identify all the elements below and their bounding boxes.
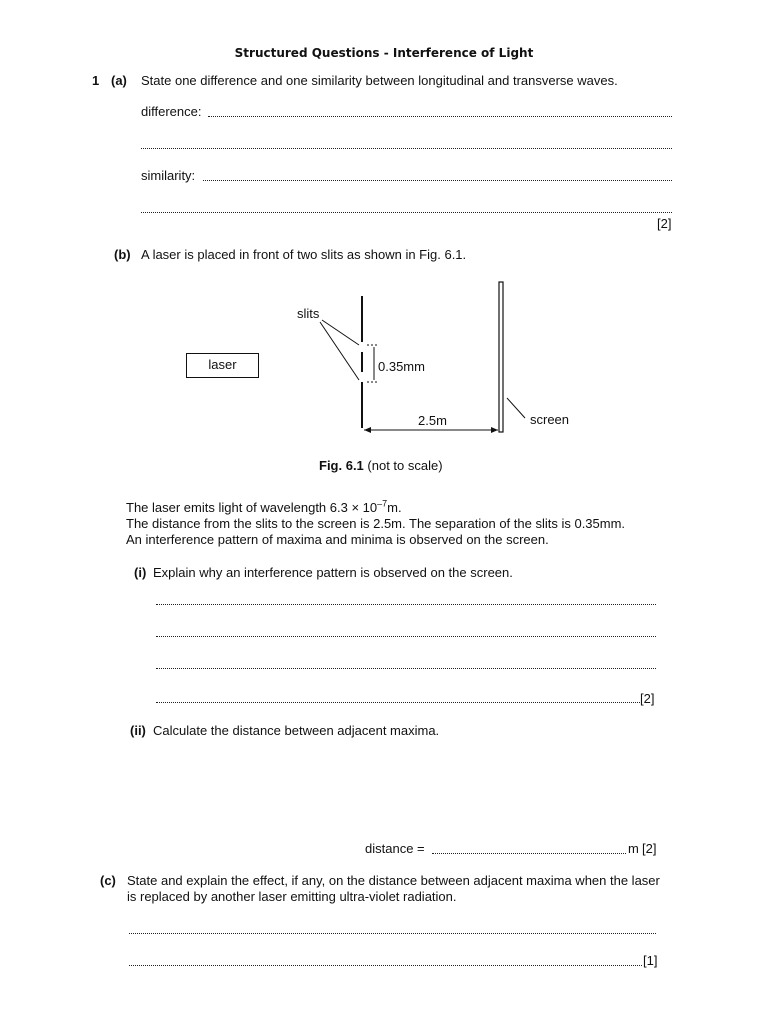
figure-caption xyxy=(319,458,443,474)
slit-leader-line xyxy=(320,322,359,380)
part-b-i-question: Explain why an interference pattern is observed on the screen. xyxy=(153,565,513,580)
part-c-label: (c) xyxy=(100,873,116,888)
answer-line[interactable] xyxy=(129,965,642,966)
marks-label: [2] xyxy=(657,216,672,231)
distance-answer-line[interactable] xyxy=(432,853,626,854)
distance-answer-label: distance = xyxy=(365,841,425,856)
answer-line[interactable] xyxy=(208,116,672,117)
laser-box xyxy=(186,353,259,378)
part-c-question-line-1: State and explain the effect, if any, on the distance between adjacent maxima when the laser xyxy=(127,873,660,888)
answer-line[interactable] xyxy=(203,180,672,181)
marks-label: [2] xyxy=(640,691,655,706)
part-c-question-line-2: is replaced by another laser emitting ultra-violet radiation. xyxy=(127,889,457,904)
part-b-question: A laser is placed in front of two slits as shown in Fig. 6.1. xyxy=(141,247,467,262)
screen-label: screen xyxy=(530,412,570,427)
answer-line[interactable] xyxy=(141,212,672,213)
distance-answer-unit: m xyxy=(628,841,639,856)
marks-label: [2] xyxy=(642,841,657,856)
part-a-label: (a) xyxy=(111,73,127,88)
part-b-label: (b) xyxy=(114,247,131,262)
info-line-3: An interference pattern of maxima and minima is observed on the screen. xyxy=(126,532,549,547)
part-b-i-label: (i) xyxy=(134,565,147,580)
marks-label: [1] xyxy=(643,953,658,968)
figure-caption-bold: Fig. 6.1 xyxy=(319,458,364,473)
part-b-ii-question: Calculate the distance between adjacent maxima. xyxy=(153,723,440,738)
difference-label: difference: xyxy=(141,104,202,119)
distance-label: 2.5m xyxy=(418,413,447,428)
part-b-ii-label: (ii) xyxy=(130,723,146,738)
info-line-1-unit: m. xyxy=(387,500,402,515)
part-a-question: State one difference and one similarity between longitudinal and transverse waves. xyxy=(141,73,618,88)
answer-line[interactable] xyxy=(156,668,656,669)
screen xyxy=(499,282,503,432)
page-title: Structured Questions - Interference of Light xyxy=(234,46,534,60)
answer-line[interactable] xyxy=(156,636,656,637)
screen-leader-line xyxy=(507,398,525,418)
answer-line[interactable] xyxy=(156,702,640,703)
slits-label: slits xyxy=(297,306,320,321)
laser-label: laser xyxy=(208,357,237,372)
arrow-right xyxy=(491,427,498,433)
info-line-1-text: The laser emits light of wavelength 6.3 × 10 xyxy=(126,500,378,515)
similarity-label: similarity: xyxy=(141,168,196,183)
answer-line[interactable] xyxy=(129,933,656,934)
figure-caption-rest: (not to scale) xyxy=(363,458,443,473)
question-number: 1 xyxy=(92,73,100,88)
arrow-left xyxy=(364,427,371,433)
separation-label: 0.35mm xyxy=(378,359,425,374)
answer-line[interactable] xyxy=(141,148,672,149)
answer-line[interactable] xyxy=(156,604,656,605)
info-line-2: The distance from the slits to the screen is 2.5m. The separation of the slits is 0.35mm. xyxy=(126,516,626,531)
info-line-1-exponent: –7 xyxy=(377,498,388,509)
info-line-1 xyxy=(126,500,402,516)
